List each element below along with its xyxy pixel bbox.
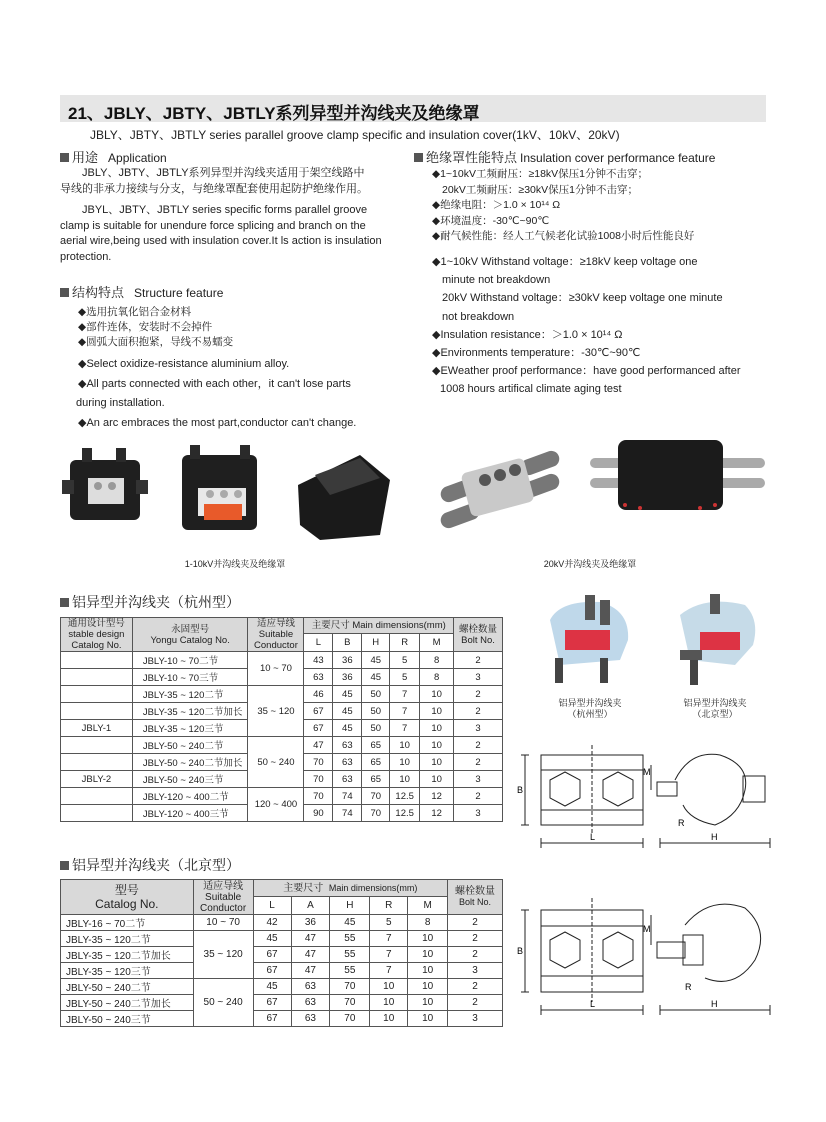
stable-design-cell	[61, 737, 133, 754]
value-cell: 10	[420, 754, 454, 771]
insulation-en-item: ◆Insulation resistance：＞1.0 × 10¹⁴ Ω	[432, 328, 623, 341]
model-cell: JBLY-50 ~ 240三节	[61, 1011, 194, 1027]
application-heading-en: Application	[108, 151, 167, 165]
model-cell: JBLY-10 ~ 70三节	[132, 669, 248, 686]
model-cell: JBLY-120 ~ 400二节	[132, 788, 248, 805]
value-cell: 45	[253, 979, 291, 995]
label-L: L	[590, 999, 596, 1009]
conductor-cell: 10 ~ 70	[193, 915, 253, 931]
value-cell: 10	[408, 995, 448, 1011]
value-cell: 7	[370, 947, 408, 963]
value-cell: 10	[408, 947, 448, 963]
value-cell: 70	[304, 754, 333, 771]
conductor-cell: 120 ~ 400	[248, 788, 304, 822]
value-cell: 2	[448, 995, 503, 1011]
table-row	[61, 963, 503, 979]
table1-heading	[60, 592, 240, 612]
value-cell: 3	[454, 805, 503, 822]
model-cell: JBLY-50 ~ 240二节加长	[132, 754, 248, 771]
value-cell: 63	[333, 737, 362, 754]
value-cell: 46	[304, 686, 333, 703]
conductor-cell: 50 ~ 240	[248, 737, 304, 788]
table-row	[61, 1011, 503, 1027]
value-cell: 74	[333, 805, 362, 822]
caption-20kv: 20kV并沟线夹及绝缘罩	[543, 559, 637, 569]
label-L: L	[590, 832, 596, 842]
value-cell: 12	[420, 805, 454, 822]
value-cell: 2	[448, 931, 503, 947]
structure-heading	[60, 282, 223, 301]
table-row	[61, 995, 503, 1011]
value-cell: 3	[454, 771, 503, 788]
table-row	[61, 652, 503, 669]
square-bullet-icon	[60, 288, 69, 297]
insulation-heading	[414, 147, 715, 166]
value-cell: 36	[291, 915, 330, 931]
application-cn-line1: JBLY、JBTY、JBTLY系列异型并沟线夹适用于架空线路中	[82, 167, 365, 179]
value-cell: 70	[304, 788, 333, 805]
value-cell: 45	[333, 720, 362, 737]
model-cell: JBLY-16 ~ 70二节	[61, 915, 194, 931]
value-cell: 2	[448, 915, 503, 931]
value-cell: 10	[408, 1011, 448, 1027]
value-cell: 63	[304, 669, 333, 686]
insulation-en-item: 20kV Withstand voltage：≥30kV keep voltage one minute	[442, 292, 723, 305]
insulation-en-list	[432, 253, 740, 399]
value-cell: 5	[390, 652, 420, 669]
drawing-hangzhou	[515, 740, 785, 850]
stable-design-cell	[61, 686, 133, 703]
page-title: 21、JBLY、JBTY、JBTLY系列异型并沟线夹及绝缘罩	[68, 104, 480, 123]
table2-heading-text: 铝异型并沟线夹（北京型）	[72, 857, 240, 873]
insulation-en-item: minute not breakdown	[442, 274, 551, 287]
insulation-heading-en: Insulation cover performance feature	[520, 151, 716, 165]
header-dim-col: A	[291, 897, 330, 915]
value-cell: 45	[333, 686, 362, 703]
value-cell: 70	[304, 771, 333, 788]
structure-en-item: ◆An arc embraces the most part,conductor can't change.	[78, 416, 357, 429]
header-dim-col: H	[330, 897, 370, 915]
table1-heading-text: 铝异型并沟线夹（杭州型）	[72, 594, 240, 610]
value-cell: 3	[448, 1011, 503, 1027]
header-dim-col: R	[370, 897, 408, 915]
value-cell: 45	[253, 931, 291, 947]
value-cell: 3	[454, 669, 503, 686]
value-cell: 10	[370, 979, 408, 995]
value-cell: 10	[408, 931, 448, 947]
value-cell: 67	[253, 995, 291, 1011]
header-dim-col: M	[420, 634, 454, 652]
structure-en-item: ◆Select oxidize-resistance aluminium alloy.	[78, 358, 290, 370]
structure-en-list	[78, 355, 356, 433]
model-cell: JBLY-50 ~ 240二节	[132, 737, 248, 754]
label-B: B	[517, 785, 524, 795]
header-conductor: 适应导线 Suitable Conductor	[193, 880, 253, 915]
value-cell: 7	[370, 963, 408, 979]
value-cell: 5	[390, 669, 420, 686]
stable-design-cell	[61, 652, 133, 669]
value-cell: 10	[390, 737, 420, 754]
label-B: B	[517, 946, 524, 956]
table-row	[61, 931, 503, 947]
application-en-text: JBYL、JBTY、JBTLY series specific forms parallel groove clamp is suitable for unendure force splicing and branch on the aerial wire,being used with insulation cover.It ls action is insulation protection.	[60, 204, 382, 263]
table-row	[61, 979, 503, 995]
application-cn-line2: 导线的非承力接续与分支，与绝缘罩配套使用起防护绝缘作用。	[60, 183, 368, 195]
header-dim-col: L	[253, 897, 291, 915]
structure-en-item: during installation.	[76, 397, 165, 409]
model-cell: JBLY-35 ~ 120二节加长	[132, 703, 248, 720]
value-cell: 63	[291, 979, 330, 995]
insulation-cover-image	[298, 455, 390, 540]
application-heading	[60, 147, 167, 166]
value-cell: 74	[333, 788, 362, 805]
value-cell: 50	[362, 720, 390, 737]
stable-design-cell	[61, 754, 133, 771]
model-cell: JBLY-10 ~ 70二节	[132, 652, 248, 669]
square-bullet-icon	[60, 598, 69, 607]
value-cell: 47	[291, 963, 330, 979]
aluminium-clamp-image	[440, 449, 562, 531]
stable-design-cell: JBLY-2	[61, 771, 133, 788]
photo-20kv-clamps	[440, 430, 770, 540]
clamp-beijing-photo	[665, 590, 765, 690]
value-cell: 2	[454, 788, 503, 805]
table-row	[61, 915, 503, 931]
model-cell: JBLY-35 ~ 120三节	[132, 720, 248, 737]
value-cell: 63	[291, 995, 330, 1011]
value-cell: 12.5	[390, 788, 420, 805]
value-cell: 10	[420, 720, 454, 737]
value-cell: 12.5	[390, 805, 420, 822]
stable-design-cell	[61, 805, 133, 822]
insulation-en-item: ◆1~10kV Withstand voltage：≥18kV keep voltage one	[432, 256, 698, 268]
value-cell: 47	[291, 931, 330, 947]
conductor-cell: 10 ~ 70	[248, 652, 304, 686]
header-model: 型号 Catalog No.	[61, 880, 194, 915]
value-cell: 45	[362, 652, 390, 669]
value-cell: 10	[420, 686, 454, 703]
value-cell: 50	[362, 686, 390, 703]
black-clamp-image	[62, 448, 148, 520]
application-heading-cn: 用途	[72, 150, 99, 165]
header-dim-col: L	[304, 634, 333, 652]
square-bullet-icon	[60, 861, 69, 870]
value-cell: 90	[304, 805, 333, 822]
model-cell: JBLY-50 ~ 240二节加长	[61, 995, 194, 1011]
value-cell: 55	[330, 931, 370, 947]
caption-beijing: 铝异型并沟线夹 （北京型）	[683, 698, 747, 719]
value-cell: 45	[330, 915, 370, 931]
insulation-cn-item: ◆1~10kV工频耐压：≥18kV保压1分钟不击穿；	[432, 168, 649, 180]
caption-1-10kv: 1-10kV并沟线夹及绝缘罩	[184, 559, 286, 569]
value-cell: 10	[420, 703, 454, 720]
value-cell: 36	[333, 652, 362, 669]
label-H: H	[711, 999, 718, 1009]
conductor-cell: 50 ~ 240	[193, 979, 253, 1027]
value-cell: 2	[448, 979, 503, 995]
drawing-beijing	[515, 890, 785, 1020]
insulation-en-item: ◆EWeather proof performance：have good performanced after	[432, 365, 741, 378]
value-cell: 7	[390, 686, 420, 703]
value-cell: 43	[304, 652, 333, 669]
value-cell: 47	[304, 737, 333, 754]
value-cell: 63	[291, 1011, 330, 1027]
header-bolt: 螺栓数量 Bolt No.	[448, 880, 503, 915]
value-cell: 47	[291, 947, 330, 963]
clamp-hangzhou-photo	[540, 590, 640, 690]
value-cell: 45	[333, 703, 362, 720]
value-cell: 10	[370, 1011, 408, 1027]
label-H: H	[711, 832, 718, 842]
value-cell: 70	[330, 995, 370, 1011]
model-cell: JBLY-50 ~ 240二节	[61, 979, 194, 995]
table-row	[61, 737, 503, 754]
value-cell: 8	[420, 652, 454, 669]
table-row	[61, 686, 503, 703]
insulation-cn-item: ◆绝缘电阻：＞1.0 × 10¹⁴ Ω	[432, 199, 561, 211]
value-cell: 67	[304, 703, 333, 720]
structure-cn-item: ◆选用抗氧化铝合金材料	[78, 306, 192, 318]
value-cell: 70	[362, 805, 390, 822]
stable-design-cell: JBLY-1	[61, 720, 133, 737]
value-cell: 10	[408, 963, 448, 979]
stable-design-cell	[61, 788, 133, 805]
insulation-en-item: not breakdown	[442, 310, 515, 323]
header-dim-col: R	[390, 634, 420, 652]
value-cell: 5	[370, 915, 408, 931]
value-cell: 2	[454, 754, 503, 771]
label-R: R	[678, 818, 685, 828]
value-cell: 67	[304, 720, 333, 737]
structure-cn-item: ◆部件连体，安装时不会掉件	[78, 321, 213, 333]
header-dimensions: 主要尺寸 Main dimensions(mm)	[253, 880, 447, 897]
value-cell: 63	[333, 754, 362, 771]
value-cell: 70	[330, 979, 370, 995]
value-cell: 10	[370, 995, 408, 1011]
value-cell: 67	[253, 947, 291, 963]
value-cell: 8	[420, 669, 454, 686]
header-dimensions: 主要尺寸 Main dimensions(mm)	[304, 618, 454, 634]
value-cell: 42	[253, 915, 291, 931]
value-cell: 36	[333, 669, 362, 686]
value-cell: 2	[448, 947, 503, 963]
insulation-en-item: 1008 hours artifical climate aging test	[440, 383, 622, 396]
header-bolt: 螺栓数量 Bolt No.	[454, 618, 503, 652]
stable-design-cell	[61, 703, 133, 720]
insulation-en-item: ◆Environments temperature：-30℃~90℃	[432, 347, 641, 360]
header-dim-col: B	[333, 634, 362, 652]
value-cell: 70	[330, 1011, 370, 1027]
value-cell: 3	[448, 963, 503, 979]
photo-1-10kv-clamps	[60, 440, 390, 550]
label-M: M	[643, 924, 651, 934]
structure-en-item: ◆All parts connected with each other，it can't lose parts	[78, 377, 351, 390]
value-cell: 7	[370, 931, 408, 947]
model-cell: JBLY-35 ~ 120二节	[61, 931, 194, 947]
structure-cn-list	[78, 305, 233, 350]
value-cell: 67	[253, 1011, 291, 1027]
insulation-cn-item: 20kV工频耐压：≥30kV保压1分钟不击穿；	[442, 183, 638, 196]
value-cell: 10	[390, 754, 420, 771]
model-cell: JBLY-35 ~ 120二节	[132, 686, 248, 703]
insulation-cn-item: ◆耐气候性能：经人工气候老化试验1008小时后性能良好	[432, 230, 695, 242]
hangzhou-spec-table	[60, 617, 503, 822]
square-bullet-icon	[414, 153, 423, 162]
table-row	[61, 947, 503, 963]
model-cell: JBLY-120 ~ 400三节	[132, 805, 248, 822]
table-row	[61, 788, 503, 805]
value-cell: 2	[454, 652, 503, 669]
header-yongu: 永固型号 Yongu Catalog No.	[132, 618, 248, 652]
value-cell: 63	[333, 771, 362, 788]
value-cell: 55	[330, 947, 370, 963]
value-cell: 65	[362, 737, 390, 754]
label-R: R	[685, 982, 692, 992]
conductor-cell: 35 ~ 120	[248, 686, 304, 737]
value-cell: 70	[362, 788, 390, 805]
model-cell: JBLY-50 ~ 240三节	[132, 771, 248, 788]
value-cell: 45	[362, 669, 390, 686]
value-cell: 50	[362, 703, 390, 720]
table2-heading	[60, 855, 240, 875]
value-cell: 65	[362, 771, 390, 788]
header-dim-col: M	[408, 897, 448, 915]
insulation-cn-list	[432, 167, 694, 245]
value-cell: 10	[390, 771, 420, 788]
page-subtitle: JBLY、JBTY、JBTLY series parallel groove clamp specific and insulation cover(1kV、10kV、20kV)	[90, 128, 620, 142]
insulation-cn-item: ◆环境温度：-30℃~90℃	[432, 214, 550, 227]
stable-design-cell	[61, 669, 133, 686]
value-cell: 10	[408, 979, 448, 995]
model-cell: JBLY-35 ~ 120二节加长	[61, 947, 194, 963]
value-cell: 2	[454, 703, 503, 720]
value-cell: 7	[390, 703, 420, 720]
value-cell: 7	[390, 720, 420, 737]
header-dim-col: H	[362, 634, 390, 652]
model-cell: JBLY-35 ~ 120三节	[61, 963, 194, 979]
caption-hangzhou: 铝异型并沟线夹 （杭州型）	[558, 698, 622, 719]
header-conductor: 适应导线 Suitable Conductor	[248, 618, 304, 652]
header-stable-design: 通用设计型号 stable design Catalog No.	[61, 618, 133, 652]
value-cell: 3	[454, 720, 503, 737]
beijing-spec-table	[60, 879, 503, 1027]
conductor-cell: 35 ~ 120	[193, 931, 253, 979]
square-bullet-icon	[60, 153, 69, 162]
value-cell: 65	[362, 754, 390, 771]
structure-cn-item: ◆圆弧大面积抱紧，导线不易蠕变	[78, 336, 234, 348]
value-cell: 10	[420, 737, 454, 754]
label-M: M	[643, 767, 651, 777]
insulation-heading-cn: 绝缘罩性能特点	[426, 150, 518, 165]
value-cell: 2	[454, 686, 503, 703]
value-cell: 8	[408, 915, 448, 931]
value-cell: 10	[420, 771, 454, 788]
value-cell: 67	[253, 963, 291, 979]
structure-heading-cn: 结构特点	[72, 285, 125, 300]
value-cell: 2	[454, 737, 503, 754]
black-cover-image	[590, 440, 765, 510]
structure-heading-en: Structure feature	[134, 286, 224, 300]
value-cell: 55	[330, 963, 370, 979]
value-cell: 12	[420, 788, 454, 805]
orange-clamp-image	[182, 445, 257, 530]
